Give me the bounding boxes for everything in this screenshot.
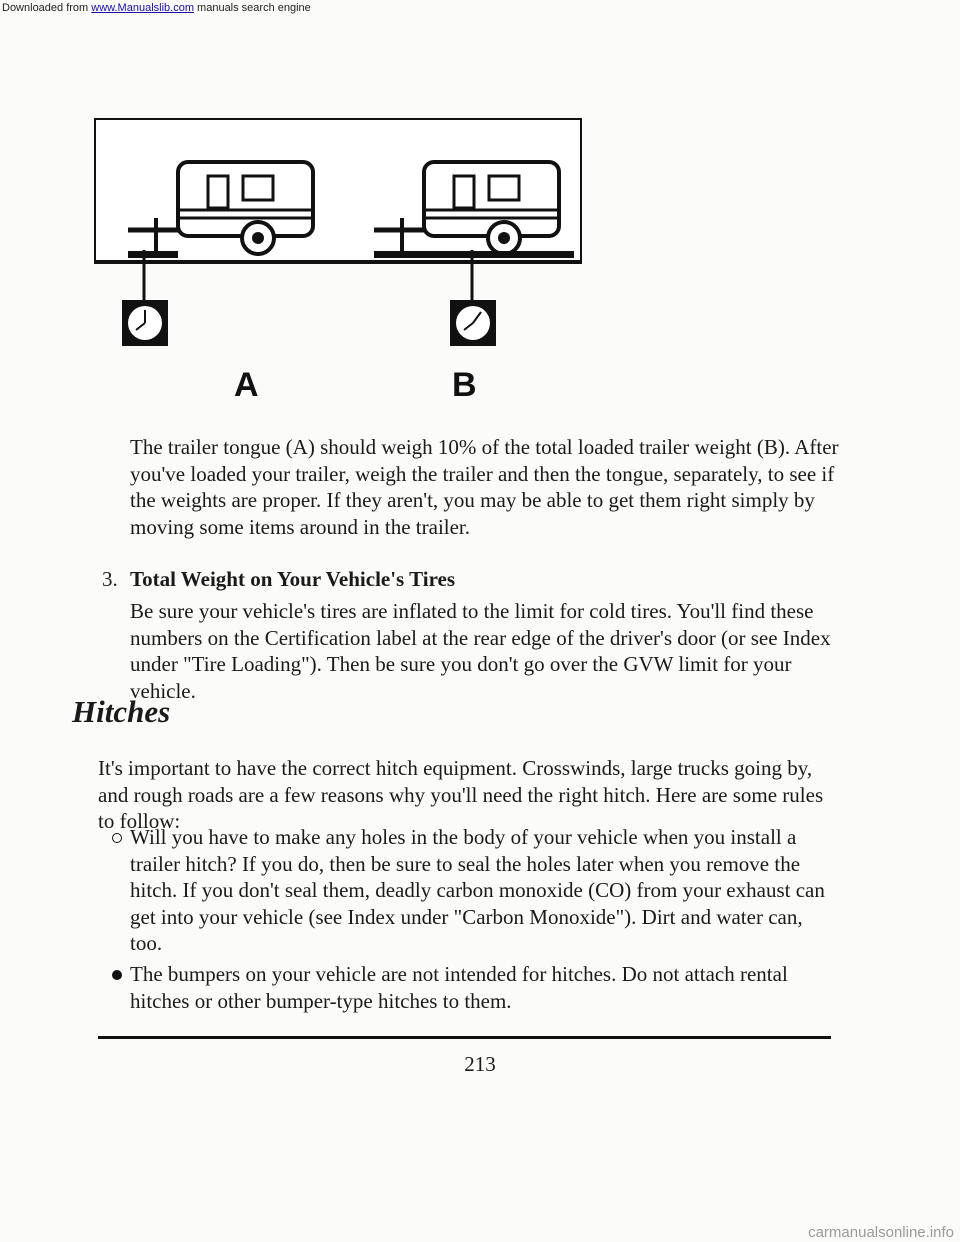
bullet-text: Will you have to make any holes in the body of your vehicle when you install a trailer hitch? If you do, then be sure to seal the holes later when you remove the hitch. If you don't seal them, deadly carbon monoxide (CO) from your exhaust can get into your vehicle (see Index under "Carbon Monoxide"). Dirt and water can, too. (130, 825, 825, 955)
scale-a-icon (122, 250, 168, 346)
trailer-illustration (94, 118, 578, 258)
label-b: B (452, 366, 477, 400)
scale-b-icon (450, 250, 496, 346)
label-a: A (234, 366, 259, 400)
step-title: Total Weight on Your Vehicle's Tires (130, 567, 455, 591)
header-prefix: Downloaded from (2, 2, 89, 14)
page-number: 213 (464, 1052, 496, 1076)
hitches-intro-paragraph: It's important to have the correct hitch equipment. Crosswinds, large trucks going by, and rough roads are a few reasons why you'll need the right hitch. Here are some rules to follow: (98, 756, 824, 833)
tire-weight-paragraph: Be sure your vehicle's tires are inflated to the limit for cold tires. You'll find these numbers on the Certification label at the rear edge of the driver's door (or see Index under "Tire Loading"). Then be sure you don't go over the GVW limit for your vehicle. (130, 599, 831, 703)
trailer-a-drawing (122, 162, 313, 258)
watermark-footer: carmanualsonline.info (808, 1224, 954, 1241)
tongue-weight-paragraph: The trailer tongue (A) should weigh 10% of the total loaded trailer weight (B). After you've loaded your trailer, weigh the trailer and then the tongue, separately, to see if the weights are proper. If they aren't, you may be able to get them right simply by moving some items around in the trailer. (130, 435, 839, 539)
bullet-dot-icon (112, 970, 122, 980)
manualslib-link[interactable]: www.Manualslib.com (91, 2, 194, 14)
header-suffix: manuals search engine (197, 2, 311, 14)
hitches-heading: Hitches (72, 694, 171, 729)
bullet-text: The bumpers on your vehicle are not intended for hitches. Do not attach rental hitches or other bumper-type hitches to them. (130, 962, 788, 1013)
trailer-weight-figure (94, 118, 578, 258)
download-header (2, 2, 311, 14)
scales-and-labels (94, 250, 578, 400)
step-3 (102, 566, 455, 593)
trailer-b-drawing (374, 162, 574, 258)
step-number: 3. (102, 567, 118, 591)
footer-rule (98, 1036, 831, 1039)
bullet-dot-icon (112, 833, 122, 843)
